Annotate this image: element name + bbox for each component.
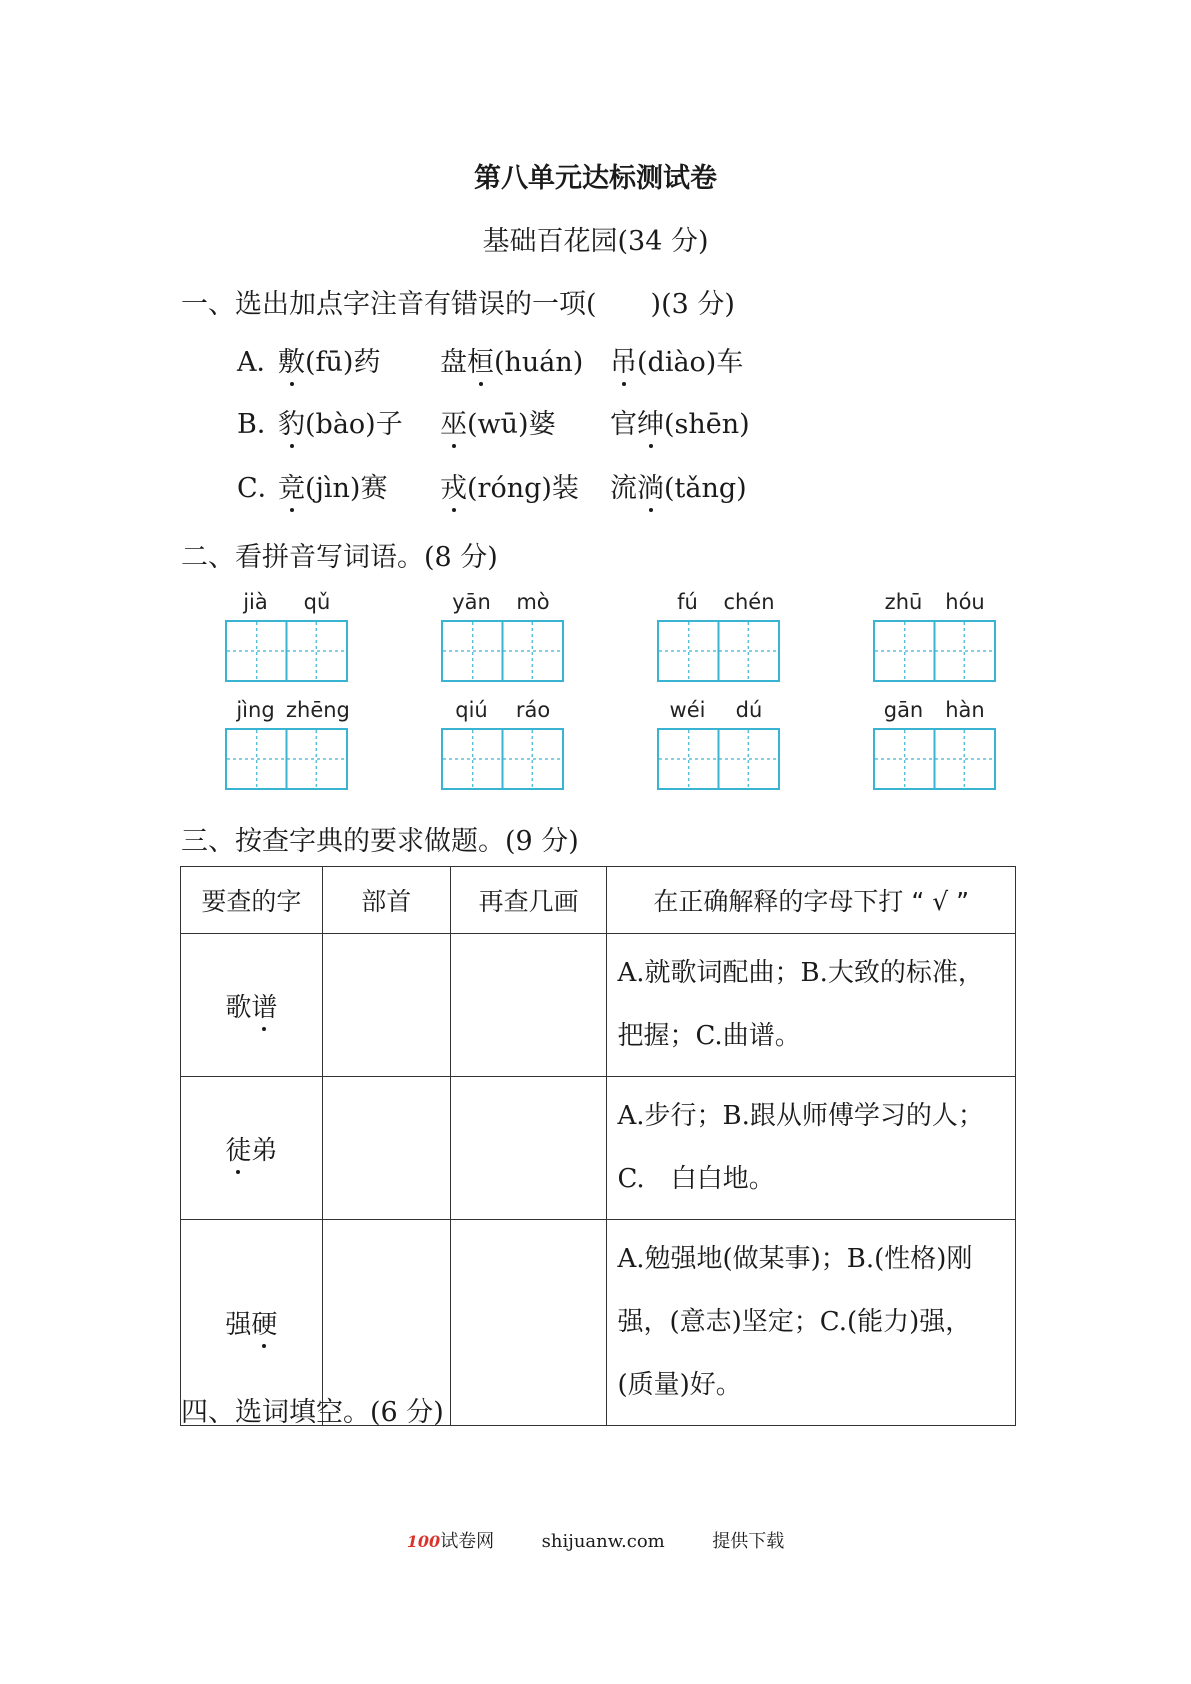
dotted-character: 戎 [440,466,467,505]
question-1-text: 选出加点字注音有错误的一项( )(3 分) [235,289,735,320]
dotted-character: 豹 [278,402,305,441]
section-subtitle: 基础百花园(34 分) [482,226,709,257]
definition-options: A.勉强地(做某事)；B.(性格)刚强，(意志)坚定；C.(能力)强，(质量)好。 [607,1220,1016,1426]
header-radical: 部首 [322,867,450,934]
writing-grid[interactable] [657,728,780,790]
question-4-text: 选词填空。(6 分) [235,1397,444,1428]
footer [0,1527,1191,1553]
question-4-heading [181,1390,444,1429]
dotted-character: 巫 [440,402,467,441]
option-word [610,340,743,379]
header-definition: 在正确解释的字母下打 “ √ ” [607,867,1016,934]
question-3-text: 按查字典的要求做题。(9 分) [235,826,579,857]
question-1-heading [181,282,735,321]
dotted-character: 吊 [610,340,637,379]
word-suffix: 弟 [251,1135,278,1166]
pinyin-syllable: gān [883,698,924,722]
writing-grid[interactable] [873,728,996,790]
pinyin-syllable: jià [243,590,268,614]
site-url[interactable]: shijuanw.com [541,1531,665,1552]
pinyin-syllable: qiú [455,698,488,722]
question-2-text: 看拼音写词语。(8 分) [235,542,498,573]
dotted-character: 竞 [278,466,305,505]
pinyin-syllable: zhū [884,590,923,614]
site-name: 试卷网 [440,1531,495,1552]
option-word [278,402,403,441]
word-prefix: 强 [225,1310,252,1340]
definition-options: A.就歌词配曲；B.大致的标准，把握；C.曲谱。 [607,934,1016,1077]
writing-grid[interactable] [225,620,348,682]
option-word [610,402,750,441]
page-title: 第八单元达标测试卷 [474,163,717,194]
radical-answer-cell[interactable] [322,934,450,1077]
word-prefix: 盘 [440,347,467,378]
definition-options: A.步行；B.跟从师傅学习的人；C. 白白地。 [607,1077,1016,1220]
writing-grid[interactable] [873,620,996,682]
dotted-character: 硬 [251,1304,277,1341]
question-1-number: 一、 [181,289,235,320]
option-word [440,402,556,441]
header-word: 要查的字 [181,867,323,934]
pinyin-syllable: mò [516,590,550,614]
pinyin-syllable: fú [677,590,698,614]
option-word [440,340,583,379]
pinyin-syllable: hàn [945,698,985,722]
footer-note: 提供下载 [712,1531,785,1552]
writing-grid[interactable] [657,620,780,682]
dotted-character: 绅 [637,402,664,441]
pinyin-syllable: ráo [515,698,551,722]
option-word [278,466,387,505]
word-suffix: (róng)装 [467,473,579,504]
dictionary-table [180,866,1016,1426]
word-suffix: (jìn)赛 [305,473,388,504]
word-suffix: (bào)子 [305,409,403,440]
writing-grid[interactable] [441,728,564,790]
word-prefix: 流 [610,473,637,504]
dotted-character: 桓 [467,340,494,379]
word-suffix: (fū)药 [305,347,381,378]
pinyin-syllable: qǔ [303,590,331,614]
query-word [181,1077,323,1220]
pinyin-syllable: hóu [945,590,985,614]
strokes-answer-cell[interactable] [450,934,607,1077]
option-label: A． [237,347,284,378]
word-suffix: (tǎng) [664,473,747,504]
pinyin-syllable: wéi [669,698,706,722]
word-prefix: 官 [610,409,637,440]
question-2-heading [181,535,498,574]
dotted-character: 淌 [637,466,664,505]
writing-grid[interactable] [441,620,564,682]
question-4-number: 四、 [181,1397,235,1428]
strokes-answer-cell[interactable] [450,1220,607,1426]
site-logo: 100 [406,1532,441,1551]
writing-grid[interactable] [225,728,348,790]
question-3-heading [181,819,579,858]
word-suffix: (huán) [494,347,584,378]
word-suffix: (shēn) [664,409,750,440]
pinyin-syllable: zhēng [286,698,350,722]
query-word [181,934,323,1077]
header-strokes: 再查几画 [450,867,607,934]
word-prefix: 歌 [225,992,252,1023]
question-3-number: 三、 [181,826,235,857]
strokes-answer-cell[interactable] [450,1077,607,1220]
option-word [610,466,747,505]
option-word [440,466,579,505]
option-label: B． [237,409,284,440]
dotted-character: 敷 [278,340,305,379]
pinyin-syllable: yān [452,590,491,614]
table-row [181,1077,1016,1220]
dotted-character: 徒 [225,1130,251,1167]
word-suffix: (wū)婆 [467,409,556,440]
pinyin-syllable: dú [735,698,763,722]
table-header-row [181,867,1016,934]
pinyin-syllable: chén [723,590,775,614]
question-2-number: 二、 [181,542,235,573]
table-row [181,934,1016,1077]
dotted-character: 谱 [251,987,277,1024]
word-suffix: (diào)车 [637,347,744,378]
pinyin-syllable: jìng [236,698,275,722]
option-word [278,340,380,379]
radical-answer-cell[interactable] [322,1077,450,1220]
option-label: C． [237,473,285,504]
